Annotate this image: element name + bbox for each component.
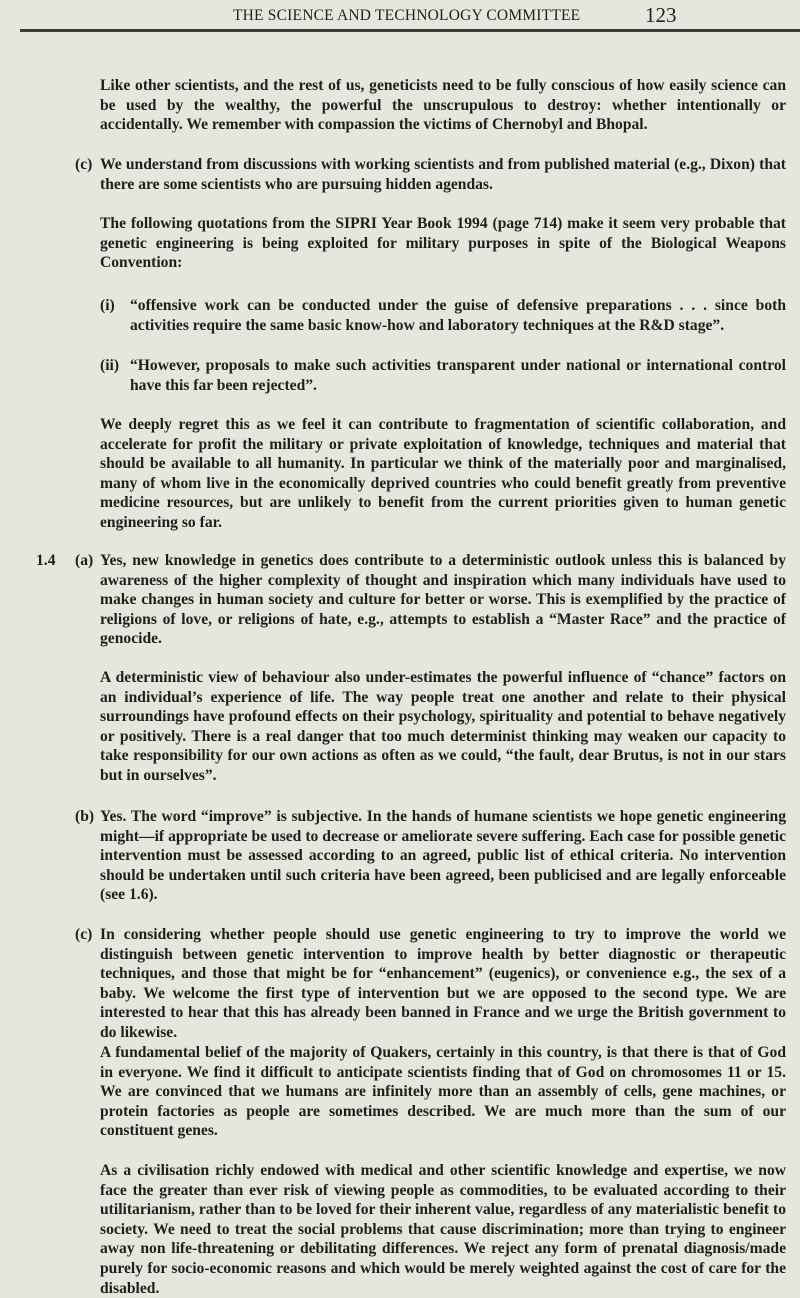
label-c-first: (c) [75,156,93,173]
label-c-second: (c) [75,926,93,943]
quotation-i: “offensive work can be conducted under the guise of defensive preparations . . . since both activities require the same basic know-how and laboratory techniques at the R&D stage”. [130,297,786,334]
header-rule [20,29,800,32]
page-header [0,5,800,27]
label-i: (i) [100,297,115,314]
running-title: THE SCIENCE AND TECHNOLOGY COMMITTEE [233,7,581,24]
quotation-ii: “However, proposals to make such activities transparent under national or international control have this far been rejected”. [130,357,786,394]
section-number-1-4: 1.4 [36,552,56,569]
page-number: 123 [645,3,677,27]
label-b: (b) [75,808,95,825]
paragraph-improve: Yes. The word “improve” is subjective. In the hands of humane scientists we hope genetic engineering might—if appropriate be used to decrease or ameliorate severe suffering. Each case for possible genetic intervention must be assessed according to an agreed, public list of ethical criteria. No intervention should be undertaken until such criteria have been agreed, been publicised and are legally enforceable (see 1.6). [100,808,786,904]
paragraph-chance-factors: A deterministic view of behaviour also under-estimates the powerful influence of “chance” factors on an individual’s experience of life. The way people treat one another and relate to their physical surroundings have profound effects on their psychology, spirituality and potential to behave negatively or positively. There is a real danger that too much determinist thinking may weaken our capacity to take responsibility for our own actions as often as we could, “the fault, dear Brutus, is not in our stars but in ourselves”. [100,669,786,784]
paragraph-sipri-quotations: The following quotations from the SIPRI Year Book 1994 (page 714) make it seem very probable that genetic engineering is being exploited for military purposes in spite of the Biological Weapons Convention: [100,215,786,272]
label-ii: (ii) [100,357,120,374]
paragraph-enhancement: In considering whether people should use genetic engineering to try to improve the world we distinguish between genetic intervention to improve health by better diagnostic or therapeutic techniques, and those that might be for “enhancement” (eugenics), or convenience e.g., the sex of a baby. We welcome the first type of intervention but we are opposed to the second type. We are interested to hear that this has already been banned in France and we urge the British government to do likewise. [100,926,786,1041]
paragraph-geneticists: Like other scientists, and the rest of us, geneticists need to be fully conscious of how easily science can be used by the wealthy, the powerful the unscrupulous to destroy: whether intentionally or accidentally. We remember with compassion the victims of Chernobyl and Bhopal. [100,77,786,134]
paragraph-deeply-regret: We deeply regret this as we feel it can contribute to fragmentation of scientific collaboration, and accelerate for profit the military or private exploitation of knowledge, techniques and material that should be available to all humanity. In particular we think of the materially poor and marginalised, many of whom live in the economically deprived countries who could benefit greatly from preventive medicine resources, but are unlikely to benefit from the current priorities given to human genetic engineering so far. [100,416,786,531]
paragraph-deterministic-outlook: Yes, new knowledge in genetics does contribute to a deterministic outlook unless this is balanced by awareness of the higher complexity of thought and inspiration which many individuals have used to make changes in human society and culture for better or worse. This is exemplified by the practice of religions of love, or religions of hate, e.g., attempts to establish a “Master Race” and the practice of genocide. [100,552,786,648]
paragraph-quaker-belief: A fundamental belief of the majority of Quakers, certainly in this country, is that there is that of God in everyone. We find it difficult to anticipate scientists finding that of God on chromosomes 11 or 15. We are convinced that we humans are infinitely more than an assembly of cells, gene machines, or protein factories as people are sometimes described. We are much more than the sum of our constituent genes. [100,1044,786,1140]
label-a: (a) [75,552,94,569]
paragraph-civilisation: As a civilisation richly endowed with medical and other scientific knowledge and expertise, we now face the greater than ever risk of viewing people as commodities, to be evaluated according to their utilitarianism, rather than to be loved for their inherent value, regardless of any materialistic benefit to society. We need to treat the social problems that cause discrimination; more than trying to engineer away non life-threatening or debilitating differences. We reject any form of prenatal diagnosis/made purely for socio-economic reasons and which would be merely weighted against the cost of care for the disabled. [100,1162,786,1297]
paragraph-hidden-agendas: We understand from discussions with working scientists and from published material (e.g., Dixon) that there are some scientists who are pursuing hidden agendas. [100,156,786,193]
